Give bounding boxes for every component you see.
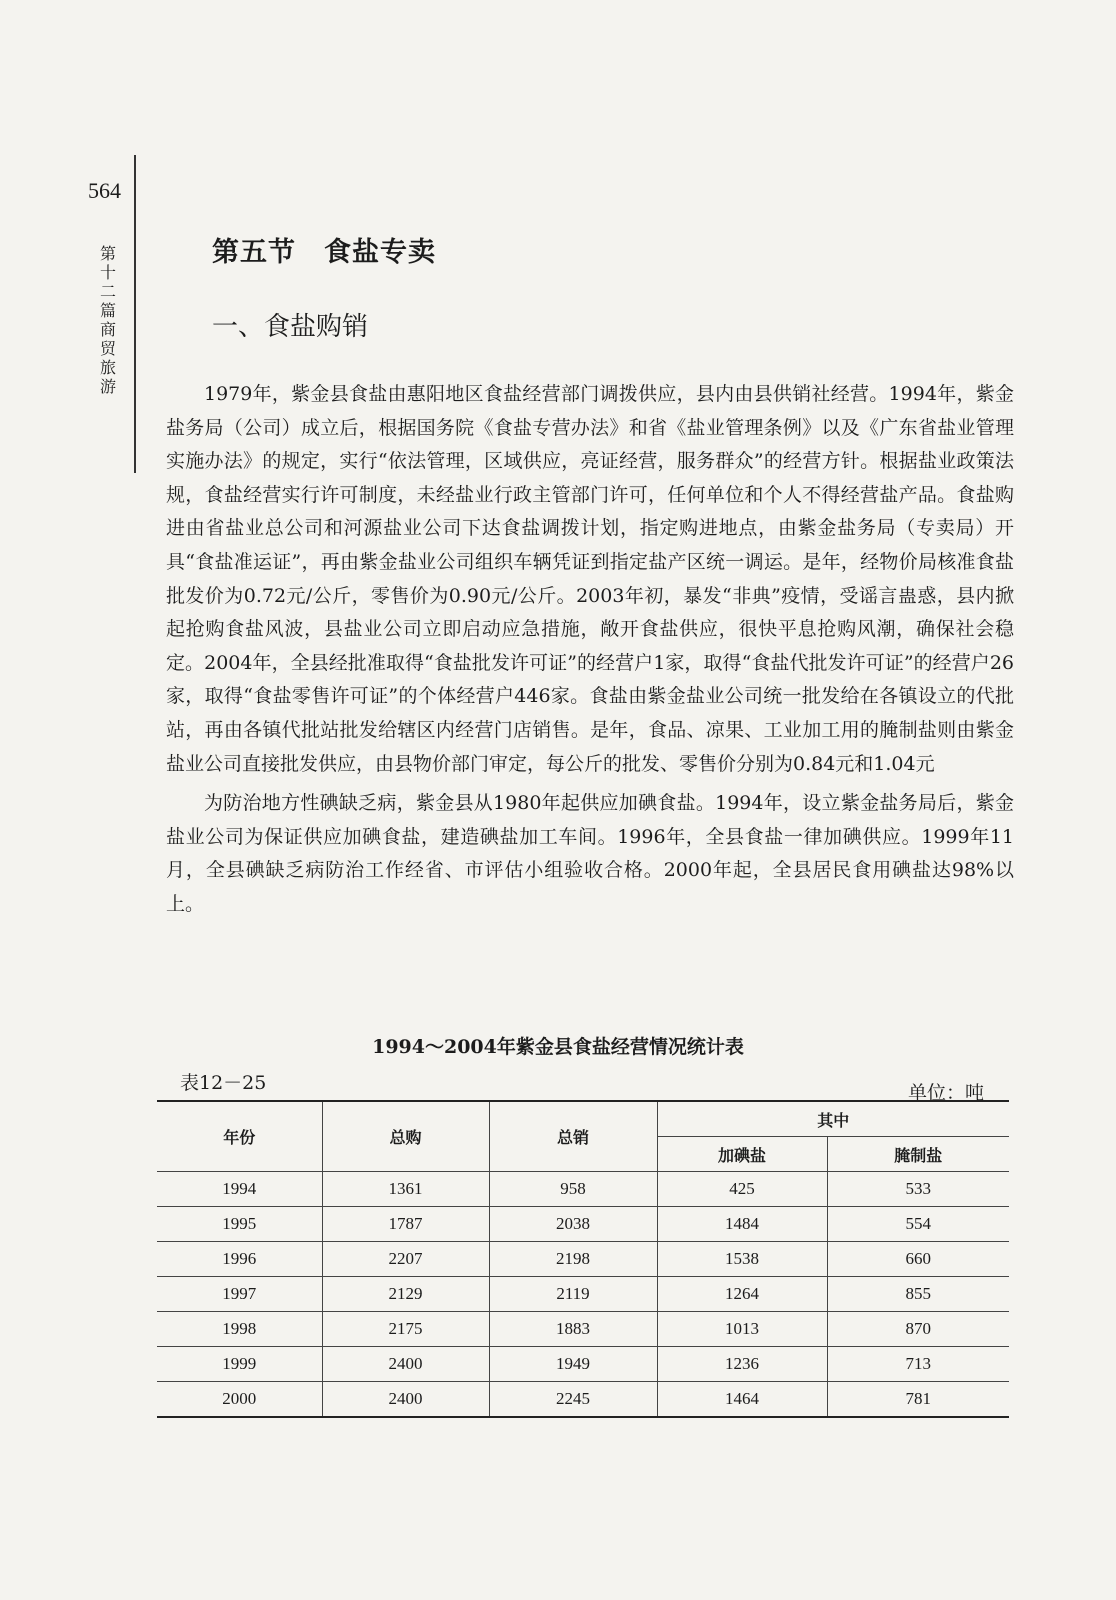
table-row bbox=[157, 1207, 1009, 1242]
cell-pickling: 533 bbox=[827, 1172, 1009, 1207]
salt-statistics-table bbox=[157, 1100, 1009, 1418]
cell-total-purchase: 1361 bbox=[322, 1172, 489, 1207]
paragraph-iodized-salt: 为防治地方性碘缺乏病，紫金县从1980年起供应加碘食盐。1994年，设立紫金盐务局后，紫金盐业公司为保证供应加碘食盐，建造碘盐加工车间。1996年，全县食盐一律加碘供应。1999年11月，全县碘缺乏病防治工作经省、市评估小组验收合格。2000年起，全县居民食用碘盐达98%以上。 bbox=[166, 792, 1014, 915]
margin-rule bbox=[134, 155, 136, 473]
cell-pickling: 855 bbox=[827, 1277, 1009, 1312]
cell-iodized: 1236 bbox=[657, 1347, 827, 1382]
header-total-sales: 总销 bbox=[489, 1101, 657, 1172]
section-title: 第五节 食盐专卖 bbox=[212, 237, 436, 268]
header-year: 年份 bbox=[157, 1101, 322, 1172]
header-total-purchase: 总购 bbox=[322, 1101, 489, 1172]
cell-total-purchase: 1787 bbox=[322, 1207, 489, 1242]
cell-total-purchase: 2207 bbox=[322, 1242, 489, 1277]
header-iodized-salt: 加碘盐 bbox=[657, 1137, 827, 1172]
cell-pickling: 554 bbox=[827, 1207, 1009, 1242]
table-row bbox=[157, 1382, 1009, 1418]
cell-pickling: 870 bbox=[827, 1312, 1009, 1347]
cell-pickling: 781 bbox=[827, 1382, 1009, 1418]
page-number: 564 bbox=[88, 178, 121, 203]
cell-total-purchase: 2129 bbox=[322, 1277, 489, 1312]
table-row bbox=[157, 1277, 1009, 1312]
table-row bbox=[157, 1347, 1009, 1382]
cell-year: 1995 bbox=[157, 1207, 322, 1242]
cell-iodized: 425 bbox=[657, 1172, 827, 1207]
paragraph-salt-sales: 1979年，紫金县食盐由惠阳地区食盐经营部门调拨供应，县内由县供销社经营。1994年，紫金盐务局（公司）成立后，根据国务院《食盐专营办法》和省《盐业管理条例》以及《广东省盐业管理实施办法》的规定，实行“依法管理，区域供应，亮证经营，服务群众”的经营方针。根据盐业政策法规，食盐经营实行许可制度，未经盐业行政主管部门许可，任何单位和个人不得经营盐产品。食盐购进由省盐业总公司和河源盐业公司下达食盐调拨计划，指定购进地点，由紫金盐务局（专卖局）开具“食盐准运证”，再由紫金盐业公司组织车辆凭证到指定盐产区统一调运。是年，经物价局核准食盐批发价为0.72元/公斤，零售价为0.90元/公斤。2003年初，暴发“非典”疫情，受谣言蛊惑，县内掀起抢购食盐风波，县盐业公司立即启动应急措施，敞开食盐供应，很快平息抢购风潮，确保社会稳定。2004年，全县经批准取得“食盐批发许可证”的经营户1家，取得“食盐代批发许可证”的经营户26家，取得“食盐零售许可证”的个体经营户446家。食盐由紫金盐业公司统一批发给在各镇设立的代批站，再由各镇代批站批发给辖区内经营门店销售。是年，食品、凉果、工业加工用的腌制盐则由紫金盐业公司直接批发供应，由县物价部门审定，每公斤的批发、零售价分别为0.84元和1.04元 bbox=[166, 383, 1014, 775]
header-pickling-salt: 腌制盐 bbox=[827, 1137, 1009, 1172]
table-number: 表12－25 bbox=[180, 1072, 267, 1094]
header-of-which: 其中 bbox=[657, 1101, 1009, 1137]
subsection-title: 一、食盐购销 bbox=[212, 312, 369, 342]
cell-total-purchase: 2175 bbox=[322, 1312, 489, 1347]
cell-total-sales: 2198 bbox=[489, 1242, 657, 1277]
body-text bbox=[166, 378, 1014, 928]
table-title: 1994～2004年紫金县食盐经营情况统计表 bbox=[372, 1036, 744, 1058]
table-row bbox=[157, 1172, 1009, 1207]
chapter-side-label: 第十二篇 商贸 旅游 bbox=[99, 244, 116, 396]
cell-total-sales: 2038 bbox=[489, 1207, 657, 1242]
cell-year: 1997 bbox=[157, 1277, 322, 1312]
cell-year: 2000 bbox=[157, 1382, 322, 1418]
cell-year: 1996 bbox=[157, 1242, 322, 1277]
cell-iodized: 1484 bbox=[657, 1207, 827, 1242]
cell-total-sales: 1949 bbox=[489, 1347, 657, 1382]
cell-iodized: 1264 bbox=[657, 1277, 827, 1312]
cell-year: 1999 bbox=[157, 1347, 322, 1382]
table-row bbox=[157, 1312, 1009, 1347]
cell-iodized: 1013 bbox=[657, 1312, 827, 1347]
table-row bbox=[157, 1242, 1009, 1277]
cell-iodized: 1464 bbox=[657, 1382, 827, 1418]
cell-total-sales: 958 bbox=[489, 1172, 657, 1207]
cell-year: 1994 bbox=[157, 1172, 322, 1207]
cell-total-sales: 1883 bbox=[489, 1312, 657, 1347]
cell-total-sales: 2119 bbox=[489, 1277, 657, 1312]
table-header-row bbox=[157, 1101, 1009, 1137]
cell-total-purchase: 2400 bbox=[322, 1347, 489, 1382]
cell-total-sales: 2245 bbox=[489, 1382, 657, 1418]
cell-pickling: 660 bbox=[827, 1242, 1009, 1277]
cell-iodized: 1538 bbox=[657, 1242, 827, 1277]
cell-total-purchase: 2400 bbox=[322, 1382, 489, 1418]
cell-pickling: 713 bbox=[827, 1347, 1009, 1382]
cell-year: 1998 bbox=[157, 1312, 322, 1347]
table-unit: 单位：吨 bbox=[908, 1082, 985, 1104]
